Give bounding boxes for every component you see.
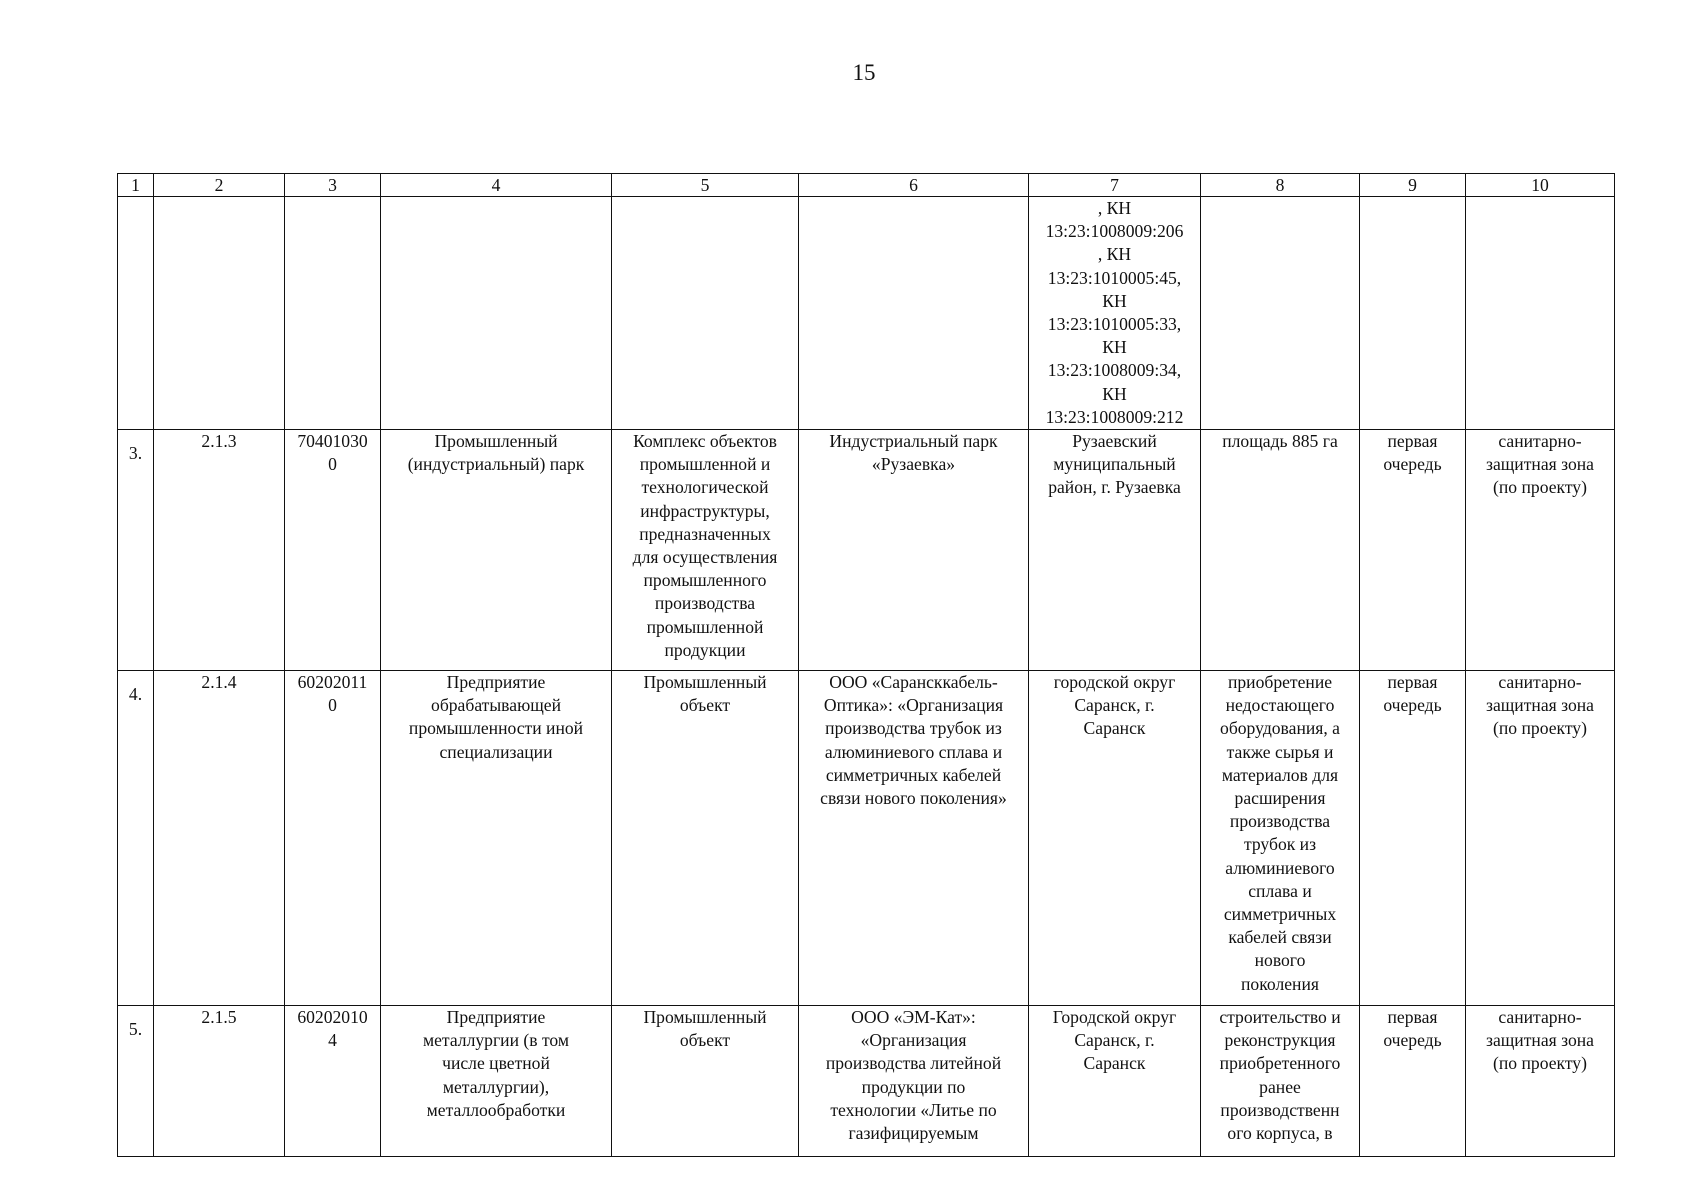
cell-line: числе цветной — [442, 1053, 550, 1074]
table-cell — [612, 197, 799, 430]
object-name-cell — [799, 1006, 1029, 1157]
table-header-row — [118, 174, 1615, 197]
cell-line: , КН — [1097, 244, 1132, 265]
cell-line: Саранск — [1083, 718, 1146, 739]
characteristics-cell — [1201, 1006, 1360, 1157]
cell-line: (индустриальный) парк — [407, 454, 585, 475]
table-row-continuation — [118, 197, 1615, 430]
header-cell: 8 — [1201, 174, 1360, 197]
cell-line: промышленной — [646, 616, 764, 637]
cell-line: Промышленный — [643, 1007, 767, 1028]
cell-line: реконструкция — [1224, 1030, 1336, 1051]
object-type-cell — [381, 671, 612, 1006]
cell-line: район, г. Рузаевка — [1048, 477, 1181, 498]
cell-line: строительство и — [1219, 1007, 1341, 1028]
cell-line: промышленности иной — [408, 718, 584, 739]
zone-cell — [1466, 430, 1615, 671]
cell-line: Рузаевский — [1072, 431, 1157, 452]
cell-line: 60202010 — [297, 1007, 368, 1028]
purpose-cell — [612, 671, 799, 1006]
cell-line: санитарно- — [1498, 431, 1582, 452]
cell-line: санитарно- — [1498, 672, 1582, 693]
id-cell — [285, 671, 381, 1006]
header-cell: 10 — [1466, 174, 1615, 197]
cell-line: материалов для — [1221, 764, 1339, 785]
cell-line: производства — [654, 593, 756, 614]
cell-line: Городской округ — [1052, 1007, 1177, 1028]
cell-line: обрабатывающей — [431, 695, 561, 716]
cell-line: поколения — [1241, 973, 1319, 994]
cell-line: очередь — [1383, 1030, 1442, 1051]
cell-line: (по проекту) — [1493, 477, 1587, 498]
cell-line: трубок из — [1243, 834, 1317, 855]
cell-line: металлургии (в том — [422, 1030, 570, 1051]
cell-line: защитная зона — [1486, 454, 1594, 475]
cell-line: (по проекту) — [1493, 1053, 1587, 1074]
cell-line: (по проекту) — [1493, 718, 1587, 739]
cell-line: Промышленный — [643, 672, 767, 693]
cell-line: инфраструктуры, — [640, 500, 770, 521]
cell-line: приобретенного — [1219, 1053, 1341, 1074]
cell-line: Саранск, г. — [1074, 1030, 1155, 1051]
cell-line: Индустриальный парк — [829, 431, 998, 452]
table-cell — [118, 197, 154, 430]
object-table — [117, 173, 1615, 1157]
stage-cell — [1360, 430, 1466, 671]
cell-line: расширения — [1234, 788, 1326, 809]
header-cell: 9 — [1360, 174, 1466, 197]
cell-line: «Рузаевка» — [871, 454, 956, 475]
cell-line: металлообработки — [426, 1099, 566, 1120]
purpose-cell — [612, 430, 799, 671]
location-cell — [1029, 430, 1201, 671]
cell-line: производства — [1229, 811, 1331, 832]
cell-line: первая — [1387, 672, 1438, 693]
cell-line: Предприятие — [446, 1007, 546, 1028]
cell-line: 13:23:1010005:45, — [1047, 267, 1182, 288]
cell-line: симметричных кабелей — [825, 764, 1002, 785]
table-row — [118, 671, 1615, 1006]
cell-line: симметричных — [1223, 904, 1337, 925]
cell-line: ранее — [1259, 1076, 1301, 1097]
table-row — [118, 1006, 1615, 1157]
row-number-cell: 4. — [118, 671, 154, 1006]
cell-line: кабелей связи — [1228, 927, 1332, 948]
table-cell — [1466, 197, 1615, 430]
object-name-cell — [799, 430, 1029, 671]
cell-line: продукции — [664, 639, 746, 660]
purpose-cell — [612, 1006, 799, 1157]
cell-line: также сырья и — [1226, 741, 1334, 762]
cell-line: муниципальный — [1053, 454, 1176, 475]
cell-line: промышленной и — [639, 454, 771, 475]
cell-line: нового — [1254, 950, 1306, 971]
cell-line: продукции по — [861, 1076, 966, 1097]
cell-line: первая — [1387, 431, 1438, 452]
header-cell: 6 — [799, 174, 1029, 197]
cell-line: связи нового поколения» — [820, 788, 1007, 809]
cell-line: предназначенных — [639, 523, 771, 544]
header-cell: 2 — [154, 174, 285, 197]
header-cell: 7 — [1029, 174, 1201, 197]
cell-line: производственн — [1220, 1099, 1340, 1120]
cell-line: КН — [1102, 383, 1127, 404]
page-number: 15 — [852, 60, 876, 85]
cell-line: приобретение — [1227, 672, 1333, 693]
cell-line: Оптика»: «Организация — [823, 695, 1004, 716]
cell-line: технологической — [641, 477, 769, 498]
cell-line: оборудования, а — [1220, 718, 1340, 739]
cell-line: 13:23:1008009:206 — [1045, 221, 1184, 242]
cell-line: газифицируемым — [848, 1123, 979, 1144]
object-type-cell — [381, 430, 612, 671]
cell-line: защитная зона — [1486, 1030, 1594, 1051]
cell-line: площадь 885 га — [1222, 431, 1338, 452]
cadastral-numbers-cell — [1029, 197, 1201, 430]
cell-line: КН — [1102, 290, 1127, 311]
id-cell — [285, 1006, 381, 1157]
code-cell: 2.1.4 — [154, 671, 285, 1006]
stage-cell — [1360, 1006, 1466, 1157]
row-number-cell: 5. — [118, 1006, 154, 1157]
cell-line: 13:23:1008009:34, — [1047, 360, 1182, 381]
cell-line: производства литейной — [825, 1053, 1002, 1074]
characteristics-cell — [1201, 430, 1360, 671]
cell-line: 4 — [328, 1030, 337, 1051]
table-cell — [799, 197, 1029, 430]
cell-line: 13:23:1010005:33, — [1047, 314, 1182, 335]
cell-line: КН — [1102, 337, 1127, 358]
header-cell: 5 — [612, 174, 799, 197]
cell-line: металлургии), — [442, 1076, 550, 1097]
cell-line: Промышленный — [434, 431, 558, 452]
table-cell — [285, 197, 381, 430]
table-cell — [381, 197, 612, 430]
row-number-cell: 3. — [118, 430, 154, 671]
cell-line: 70401030 — [297, 431, 368, 452]
header-cell: 1 — [118, 174, 154, 197]
cell-line: городской округ — [1053, 672, 1176, 693]
id-cell — [285, 430, 381, 671]
code-cell: 2.1.3 — [154, 430, 285, 671]
cell-line: Саранск — [1083, 1053, 1146, 1074]
object-name-cell — [799, 671, 1029, 1006]
cell-line: ООО «Сарансккабель- — [829, 672, 998, 693]
cell-line: первая — [1387, 1007, 1438, 1028]
cell-line: алюминиевого сплава и — [824, 741, 1003, 762]
zone-cell — [1466, 671, 1615, 1006]
table-cell — [154, 197, 285, 430]
cell-line: технологии «Литье по — [830, 1099, 997, 1120]
cell-line: «Организация — [860, 1030, 967, 1051]
cell-line: производства трубок из — [825, 718, 1002, 739]
location-cell — [1029, 1006, 1201, 1157]
characteristics-cell — [1201, 671, 1360, 1006]
cell-line: для осуществления — [632, 547, 778, 568]
cell-line: объект — [679, 1030, 731, 1051]
cell-line: очередь — [1383, 454, 1442, 475]
cell-line: сплава и — [1248, 880, 1312, 901]
code-cell: 2.1.5 — [154, 1006, 285, 1157]
cell-line: санитарно- — [1498, 1007, 1582, 1028]
table-cell — [1201, 197, 1360, 430]
stage-cell — [1360, 671, 1466, 1006]
cell-line: 0 — [328, 695, 337, 716]
location-cell — [1029, 671, 1201, 1006]
header-cell: 3 — [285, 174, 381, 197]
cell-line: Предприятие — [446, 672, 546, 693]
zone-cell — [1466, 1006, 1615, 1157]
object-type-cell — [381, 1006, 612, 1157]
cell-line: промышленного — [643, 570, 767, 591]
cell-line: защитная зона — [1486, 695, 1594, 716]
cell-line: ого корпуса, в — [1227, 1123, 1333, 1144]
cell-line: очередь — [1383, 695, 1442, 716]
cell-line: 0 — [328, 454, 337, 475]
cell-line: ООО «ЭМ-Кат»: — [851, 1007, 976, 1028]
cell-line: 60202011 — [297, 672, 368, 693]
cell-line: Комплекс объектов — [633, 431, 777, 452]
table-cell — [1360, 197, 1466, 430]
cell-line: 13:23:1008009:212 — [1045, 406, 1184, 427]
header-cell: 4 — [381, 174, 612, 197]
cell-line: специализации — [439, 741, 553, 762]
cell-line: Саранск, г. — [1074, 695, 1155, 716]
cell-line: объект — [679, 695, 731, 716]
table-row — [118, 430, 1615, 671]
cell-line: , КН — [1097, 198, 1132, 218]
cell-line: алюминиевого — [1225, 857, 1335, 878]
cell-line: недостающего — [1225, 695, 1335, 716]
